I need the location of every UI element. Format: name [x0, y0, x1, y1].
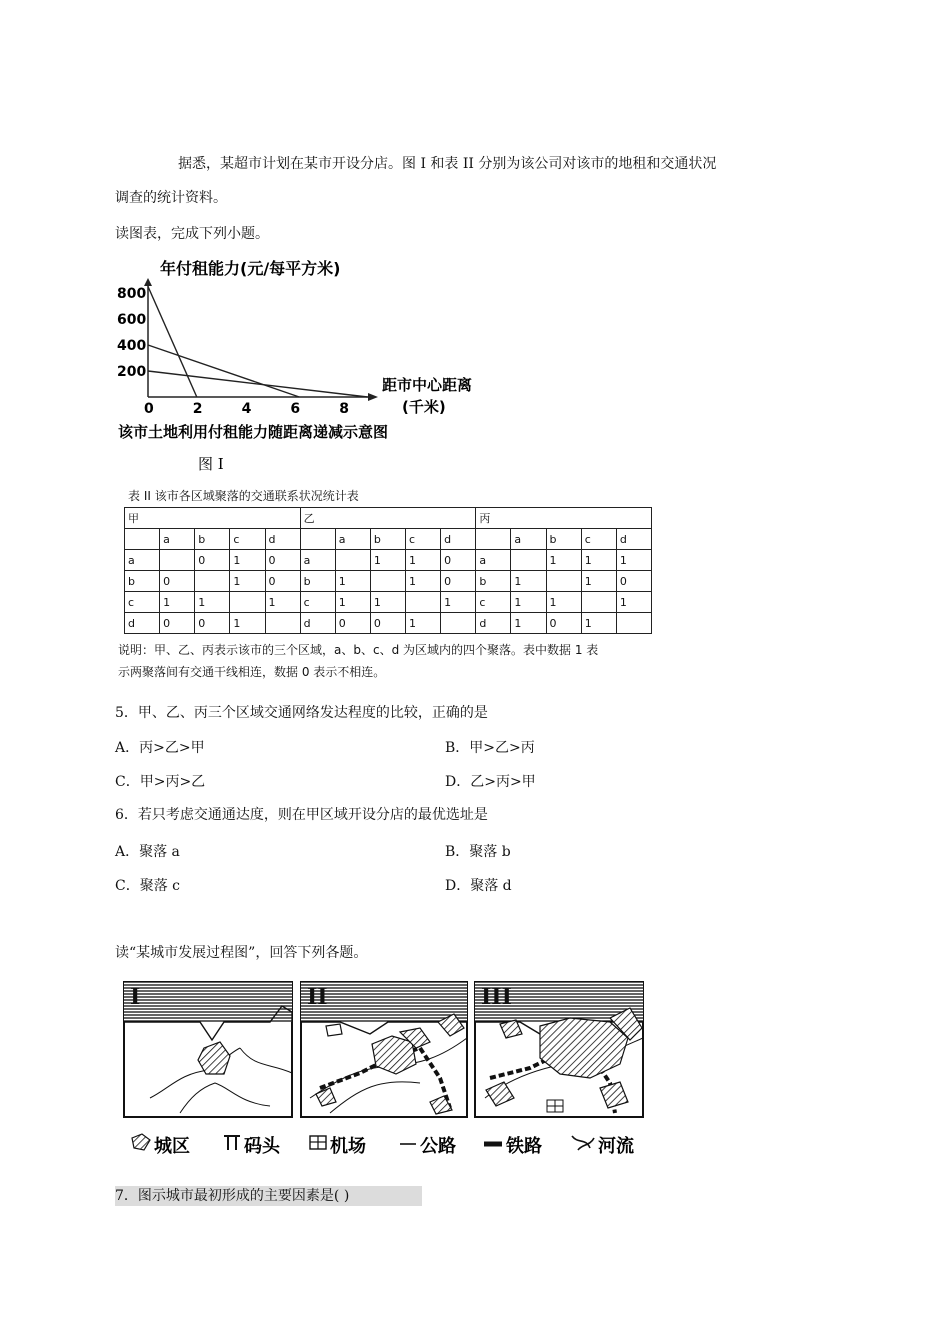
corner-cell — [476, 529, 511, 550]
table-cell: 0 — [441, 571, 476, 592]
table-cell: 0 — [195, 613, 230, 634]
legend-road: 公路 — [420, 1136, 456, 1157]
table-note-2: 示两聚落间有交通干线相连，数据 0 表示不相连。 — [118, 665, 386, 679]
table-cell: 1 — [370, 592, 405, 613]
legend-river: 河流 — [598, 1136, 634, 1157]
panel-2-label: II — [307, 984, 328, 1010]
table-cell — [230, 592, 265, 613]
column-header: c — [406, 529, 441, 550]
row-header: c — [300, 592, 335, 613]
table-cell: 1 — [511, 592, 546, 613]
table-cell: 1 — [335, 592, 370, 613]
q5-option-d[interactable]: D．乙>丙>甲 — [445, 774, 536, 790]
column-header: d — [265, 529, 300, 550]
table-cell: 1 — [230, 571, 265, 592]
region-header: 甲 — [125, 508, 301, 529]
y-tick-label: 400 — [117, 338, 147, 354]
legend-railway: 铁路 — [506, 1136, 542, 1157]
table-cell: 1 — [616, 550, 651, 571]
column-header: a — [511, 529, 546, 550]
q5-stem: 5．甲、乙、丙三个区域交通网络发达程度的比较，正确的是 — [115, 705, 488, 721]
table-caption: 表 II 该市各区域聚落的交通联系状况统计表 — [128, 489, 359, 503]
x-tick-label: 6 — [290, 401, 301, 417]
column-header: a — [160, 529, 195, 550]
table-row — [125, 571, 652, 592]
table-cell — [265, 613, 300, 634]
x-tick-label: 8 — [339, 401, 349, 417]
table-row — [125, 550, 652, 571]
table-cell: 1 — [546, 550, 581, 571]
row-header: d — [300, 613, 335, 634]
table-cell: 1 — [616, 592, 651, 613]
dock-icon — [224, 1136, 240, 1150]
table-cell: 1 — [230, 550, 265, 571]
rent-chart — [110, 252, 510, 482]
table-cell: 1 — [406, 613, 441, 634]
table-cell: 0 — [160, 571, 195, 592]
map-panel-2 — [301, 982, 467, 1117]
table-cell — [370, 571, 405, 592]
table-cell: 1 — [511, 613, 546, 634]
table-cell: 1 — [511, 571, 546, 592]
column-header: d — [441, 529, 476, 550]
region-header: 丙 — [476, 508, 652, 529]
column-header: d — [616, 529, 651, 550]
chart-caption: 该市土地利用付租能力随距离递减示意图 — [118, 423, 389, 441]
corner-cell — [300, 529, 335, 550]
table-cell: 0 — [441, 550, 476, 571]
column-header: b — [195, 529, 230, 550]
rent-line-1 — [148, 287, 197, 398]
table-cell — [546, 571, 581, 592]
column-header: b — [546, 529, 581, 550]
table-cell: 0 — [265, 571, 300, 592]
table-row — [125, 613, 652, 634]
row-header: b — [300, 571, 335, 592]
table-row — [125, 592, 652, 613]
column-header: c — [230, 529, 265, 550]
intro-line3: 读图表，完成下列小题。 — [115, 226, 269, 242]
table-cell: 1 — [265, 592, 300, 613]
table-cell: 0 — [370, 613, 405, 634]
intro-line1: 据悉，某超市计划在某市开设分店。图 I 和表 II 分别为该公司对该市的地租和交通状况 — [178, 156, 717, 172]
chart-title: 年付租能力(元/每平方米) — [160, 259, 341, 278]
column-header: b — [370, 529, 405, 550]
table-cell: 1 — [230, 613, 265, 634]
row-header: b — [476, 571, 511, 592]
table-cell — [160, 550, 195, 571]
row-header: a — [300, 550, 335, 571]
table-cell: 1 — [406, 550, 441, 571]
panel-3-label: III — [481, 984, 512, 1010]
q6-option-d[interactable]: D．聚落 d — [445, 878, 512, 894]
q6-option-b[interactable]: B．聚落 b — [445, 844, 511, 860]
table-cell: 0 — [195, 550, 230, 571]
column-header: a — [335, 529, 370, 550]
q6-option-c[interactable]: C．聚落 c — [115, 878, 181, 894]
x-tick-label: 4 — [241, 401, 252, 417]
q7-stem: 7．图示城市最初形成的主要因素是( ) — [115, 1186, 422, 1206]
y-axis-arrow — [144, 278, 152, 286]
x-tick-label: 0 — [144, 401, 154, 417]
table-cell: 1 — [335, 571, 370, 592]
city-icon — [132, 1134, 150, 1150]
q5-option-a[interactable]: A．丙>乙>甲 — [115, 740, 205, 756]
row-header: a — [476, 550, 511, 571]
column-header: c — [581, 529, 616, 550]
table-cell: 1 — [160, 592, 195, 613]
table-cell: 1 — [546, 592, 581, 613]
river-icon — [572, 1136, 594, 1150]
table-cell: 0 — [546, 613, 581, 634]
table-cell: 0 — [335, 613, 370, 634]
x-axis-arrow — [368, 393, 378, 401]
y-tick-label: 200 — [117, 364, 147, 380]
table-cell: 1 — [441, 592, 476, 613]
table-cell — [441, 613, 476, 634]
panel-1-label: I — [130, 984, 141, 1010]
table-cell — [581, 592, 616, 613]
row-header: d — [476, 613, 511, 634]
rent-line-2 — [148, 345, 299, 397]
map-panel-3 — [475, 982, 643, 1117]
map-panel-1 — [124, 982, 292, 1117]
y-tick-label: 800 — [117, 286, 147, 302]
row-header: a — [125, 550, 160, 571]
region-header: 乙 — [300, 508, 476, 529]
table-cell: 1 — [195, 592, 230, 613]
table-cell: 1 — [581, 613, 616, 634]
table-cell: 0 — [160, 613, 195, 634]
table-cell: 1 — [370, 550, 405, 571]
table-cell: 1 — [581, 550, 616, 571]
row-header: d — [125, 613, 160, 634]
table-cell — [406, 592, 441, 613]
x-axis-unit: (千米) — [402, 398, 446, 416]
table-cell — [511, 550, 546, 571]
legend-dock: 码头 — [244, 1136, 280, 1157]
city-development-maps — [120, 978, 660, 1168]
table-cell — [335, 550, 370, 571]
rent-line-3 — [148, 371, 368, 397]
traffic-table — [124, 507, 652, 634]
table-cell: 1 — [581, 571, 616, 592]
table-cell: 0 — [616, 571, 651, 592]
row-header: b — [125, 571, 160, 592]
legend-city: 城区 — [154, 1136, 190, 1157]
q6-option-a[interactable]: A．聚落 a — [115, 844, 180, 860]
table-cell — [616, 613, 651, 634]
q5-option-c[interactable]: C．甲>丙>乙 — [115, 774, 206, 790]
airport-icon — [310, 1136, 326, 1149]
row-header: c — [125, 592, 160, 613]
table-cell: 1 — [406, 571, 441, 592]
q6-stem: 6．若只考虑交通通达度，则在甲区域开设分店的最优选址是 — [115, 807, 488, 823]
legend-airport: 机场 — [330, 1136, 366, 1157]
table-note-1: 说明：甲、乙、丙表示该市的三个区域，a、b、c、d 为区域内的四个聚落。表中数据 1 表 — [118, 643, 599, 657]
table-cell — [195, 571, 230, 592]
table-cell: 0 — [265, 550, 300, 571]
y-tick-label: 600 — [117, 312, 147, 328]
x-axis-label: 距市中心距离 — [382, 376, 473, 394]
section2-intro: 读“某城市发展过程图”，回答下列各题。 — [115, 945, 368, 961]
row-header: c — [476, 592, 511, 613]
map-legend — [132, 1134, 634, 1157]
corner-cell — [125, 529, 160, 550]
figure-label: 图 I — [198, 455, 224, 473]
intro-line2: 调查的统计资料。 — [115, 190, 227, 206]
q5-option-b[interactable]: B．甲>乙>丙 — [445, 740, 535, 756]
x-tick-label: 2 — [192, 401, 203, 417]
